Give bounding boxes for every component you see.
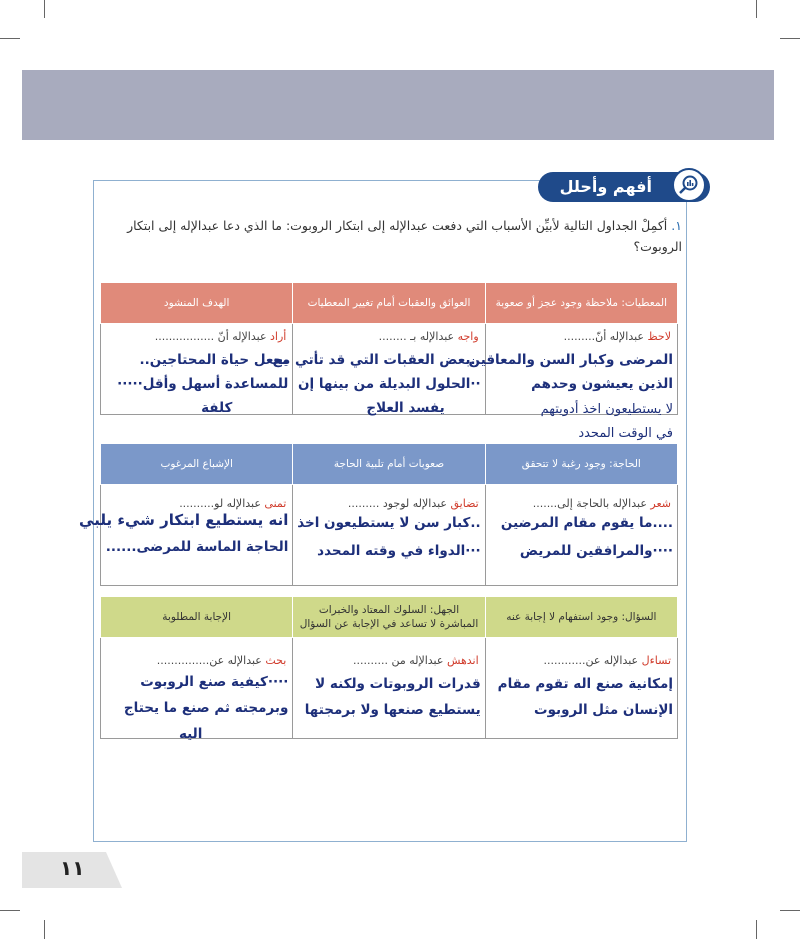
table-header: المعطيات: ملاحظة وجود عجز أو صعوبة — [485, 283, 677, 324]
handwritten-answer: يفسد العلاج — [366, 400, 445, 416]
answer-cell[interactable] — [293, 638, 485, 739]
crop-mark — [44, 0, 45, 18]
handwritten-answer: ..كبار سن لا يستطيعون اخذ — [297, 515, 481, 531]
handwritten-answer: ····كيفية صنع الروبوت — [140, 674, 289, 690]
table-header: السؤال: وجود استفهام لا إجابة عنه — [485, 597, 677, 638]
cell-prompt: واجه عبدالإله بـ ........ — [378, 330, 479, 343]
table-header: الهدف المنشود — [101, 283, 293, 324]
handwritten-answer: للمساعدة أسهل وأقل····· — [117, 376, 289, 392]
handwritten-answer: ···الدواء في وقته المحدد — [317, 543, 481, 559]
table-header: الإجابة المطلوبة — [101, 597, 293, 638]
table-header: الحاجة: وجود رغبة لا تتحقق — [485, 444, 677, 485]
table-givens — [100, 282, 678, 441]
crop-mark — [0, 910, 20, 911]
handwritten-answer: المرضى وكبار السن والمعاقين — [468, 352, 673, 368]
section-title: أفهم وأحلل — [538, 172, 710, 202]
crop-mark — [756, 0, 757, 18]
table-header: صعوبات أمام تلبية الحاجة — [293, 444, 485, 485]
header-band — [22, 70, 774, 140]
cell-prompt: أراد عبدالإله أنّ ................. — [154, 330, 287, 343]
handwritten-answer: ····والمرافقين للمريض — [519, 543, 673, 559]
cell-prompt: تمنى عبدالإله لو.......... — [179, 497, 287, 510]
handwritten-answer: يجعل حياة المحتاجين.. — [139, 352, 289, 368]
handwritten-answer: الإنسان مثل الروبوت — [534, 702, 673, 718]
handwritten-answer: الحاجة الماسة للمرضى...... — [105, 539, 289, 555]
cell-prompt: بحث عبدالإله عن............... — [156, 654, 287, 667]
table-question — [100, 596, 678, 742]
answer-cell[interactable] — [468, 324, 677, 441]
cell-prompt: شعر عبدالإله بالحاجة إلى....... — [532, 497, 671, 510]
handwritten-answer: ....ما يقوم مقام المرضين — [500, 515, 673, 531]
handwritten-answer: إمكانية صنع اله تقوم مقام — [497, 676, 673, 692]
handwritten-answer: اليه — [178, 726, 203, 742]
handwritten-answer: قدرات الروبوتات ولكنه لا — [315, 676, 481, 692]
page-number: ١١ — [60, 856, 85, 880]
handwritten-answer: كلفة — [201, 400, 233, 416]
crop-mark — [0, 38, 20, 39]
table-needs — [79, 443, 678, 586]
question-text: أكمِلْ الجداول التالية لأبيِّن الأسباب التي دفعت عبدالإله إلى ابتكار الروبوت: ما الذي دعا عبدالإله إلى ابتكار الروبوت؟ — [127, 218, 682, 254]
cell-prompt: تساءل عبدالإله عن............ — [543, 654, 671, 667]
handwritten-answer: في الوقت المحدد — [578, 426, 673, 441]
answer-cell[interactable] — [293, 485, 485, 586]
handwritten-answer: لا يستطيعون اخذ أدويتهم — [540, 402, 673, 417]
crop-mark — [756, 920, 757, 939]
cell-prompt: تضايق عبدالإله لوجود ......... — [347, 497, 479, 510]
answer-cell[interactable] — [485, 638, 677, 739]
answer-cell[interactable] — [272, 324, 485, 416]
answer-cell[interactable] — [79, 485, 293, 586]
question-number: ١. — [671, 218, 682, 233]
handwritten-answer: ··الحلول البديلة من بينها إن — [298, 376, 481, 392]
handwritten-answer: وبرمجته ثم صنع ما يحتاج — [123, 700, 289, 716]
crop-mark — [780, 38, 800, 39]
answer-cell[interactable] — [101, 324, 293, 415]
table-header: العوائق والعقبات أمام تغيير المعطيات — [293, 283, 485, 324]
handwritten-answer: ..بعض العقبات التي قد تأتي مع — [272, 352, 481, 368]
crop-mark — [780, 910, 800, 911]
question — [122, 215, 682, 257]
crop-mark — [44, 920, 45, 939]
handwritten-answer: يستطيع صنعها ولا برمجتها — [304, 702, 481, 718]
cell-prompt: اندهش عبدالإله من .......... — [352, 654, 479, 667]
answer-cell[interactable] — [101, 638, 293, 742]
magnifier-chart-icon — [672, 168, 706, 202]
cell-prompt: لاحظ عبدالإله أنّ......... — [563, 330, 671, 343]
table-header: الإشباع المرغوب — [101, 444, 293, 485]
handwritten-answer: الذين يعيشون وحدهم — [531, 376, 673, 392]
answer-cell[interactable] — [485, 485, 677, 586]
handwritten-answer: انه يستطيع ابتكار شيء يلبي — [79, 511, 289, 529]
table-header: الجهل: السلوك المعتاد والخبرات المباشرة لا تساعد في الإجابة عن السؤال — [293, 597, 485, 638]
